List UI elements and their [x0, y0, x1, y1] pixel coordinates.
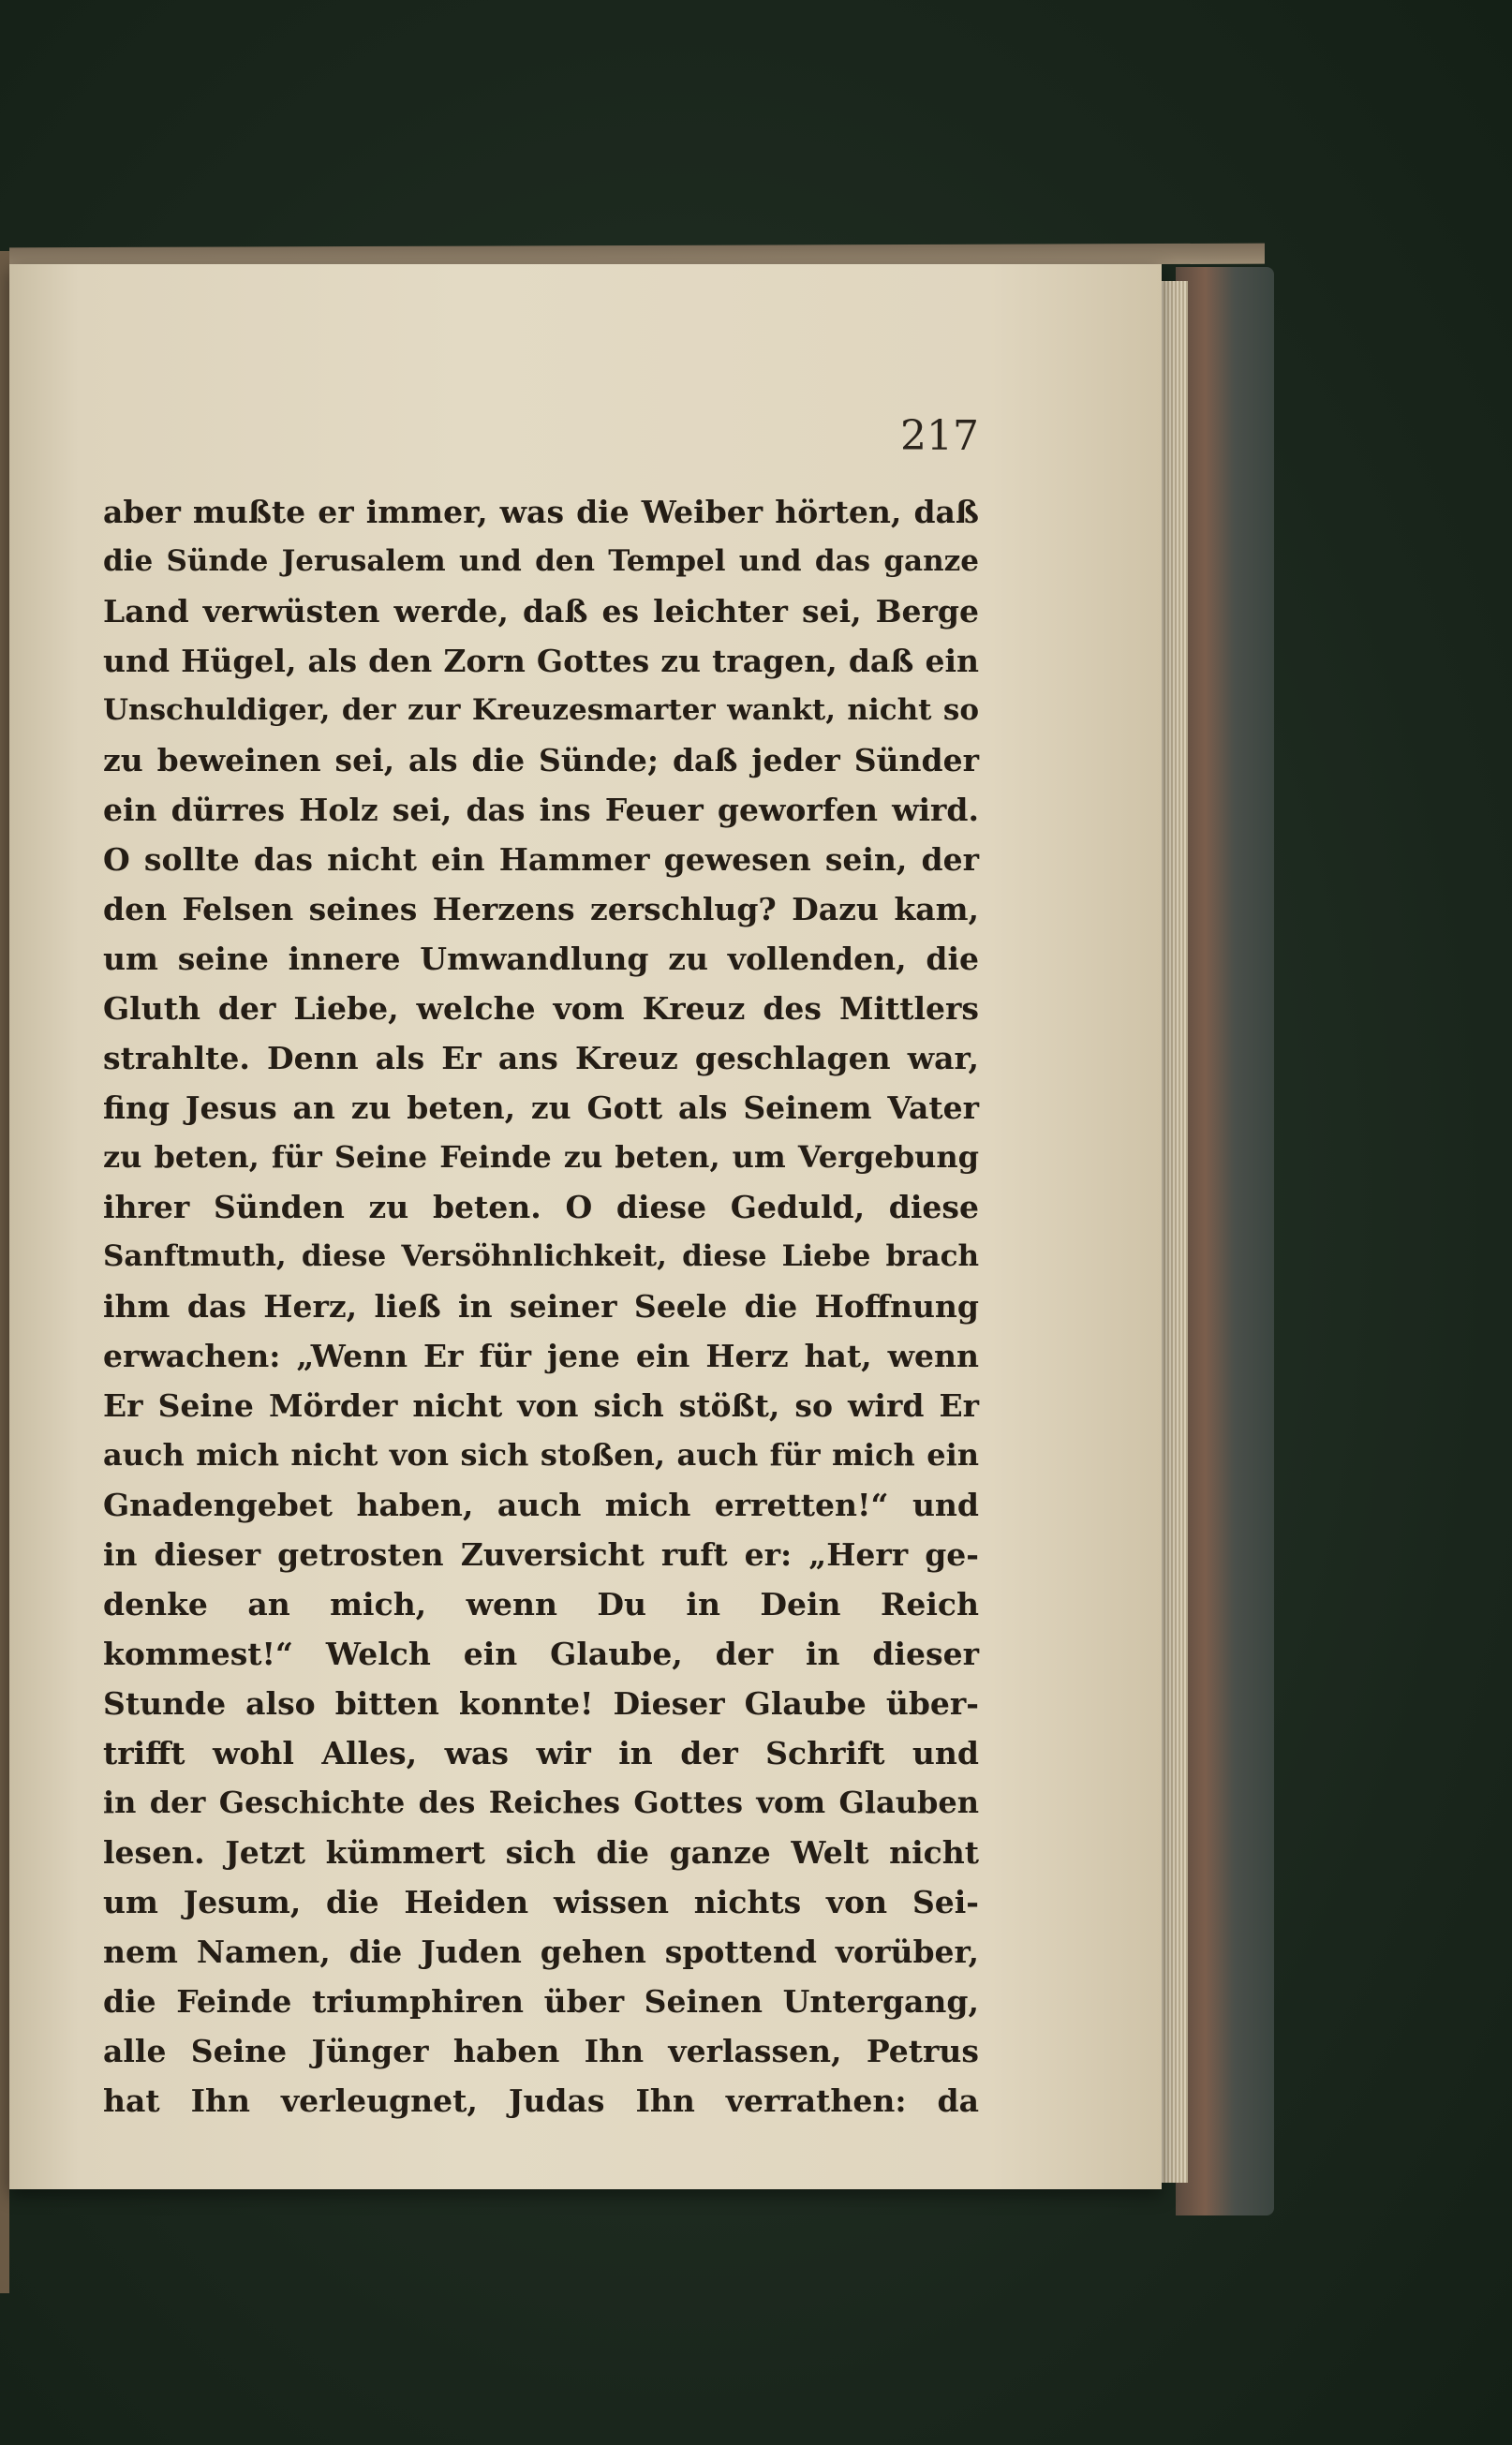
text-line: erwachen: „Wenn Er für jene ein Herz hat, wenn [103, 1338, 979, 1374]
text-line: ein dürres Holz sei, das ins Feuer geworfen wird. [103, 792, 979, 828]
text-line: zu beweinen sei, als die Sünde; daß jeder Sünder [103, 742, 979, 778]
text-line: den Felsen seines Herzens zerschlug? Dazu kam, [103, 891, 979, 927]
text-line: Gluth der Liebe, welche vom Kreuz des Mittlers [103, 990, 979, 1027]
book-cover-board [1176, 267, 1274, 2215]
text-line: alle Seine Jünger haben Ihn verlassen, Petrus [103, 2033, 979, 2069]
body-text [103, 487, 979, 2126]
text-line: denke an mich, wenn Du in Dein Reich [103, 1586, 979, 1623]
text-line: ihm das Herz, ließ in seiner Seele die Hoffnung [103, 1288, 979, 1325]
text-line: hat Ihn verleugnet, Judas Ihn verrathen: da [103, 2082, 979, 2119]
text-line: in der Geschichte des Reiches Gottes vom Glauben [103, 1785, 979, 1820]
text-line: fing Jesus an zu beten, zu Gott als Seinem Vater [103, 1089, 979, 1126]
text-line: in dieser getrosten Zuversicht ruft er: „Herr ge- [103, 1536, 979, 1573]
text-line: nem Namen, die Juden gehen spottend vorüber, [103, 1934, 979, 1970]
text-line: trifft wohl Alles, was wir in der Schrift und [103, 1735, 979, 1771]
page-number: 217 [900, 412, 979, 460]
text-line: aber mußte er immer, was die Weiber hörten, daß [103, 494, 979, 530]
text-line: und Hügel, als den Zorn Gottes zu tragen, daß ein [103, 643, 979, 679]
text-line: Land verwüsten werde, daß es leichter sei, Berge [103, 593, 979, 630]
text-line: Gnadengebet haben, auch mich erretten!“ und [103, 1487, 979, 1523]
book-spine-edge [0, 251, 9, 2293]
text-line: zu beten, für Seine Feinde zu beten, um Vergebung [103, 1139, 979, 1175]
text-line: lesen. Jetzt kümmert sich die ganze Welt nicht [103, 1834, 979, 1871]
text-line: strahlte. Denn als Er ans Kreuz geschlagen war, [103, 1040, 979, 1076]
text-line: um Jesum, die Heiden wissen nichts von Sei- [103, 1884, 979, 1920]
text-line: ihrer Sünden zu beten. O diese Geduld, diese [103, 1189, 979, 1225]
text-line: die Feinde triumphiren über Seinen Untergang, [103, 1983, 979, 2020]
text-line: Sanftmuth, diese Versöhnlichkeit, diese Liebe brach [103, 1239, 979, 1273]
text-line: auch mich nicht von sich stoßen, auch für mich ein [103, 1437, 979, 1473]
text-line: Unschuldiger, der zur Kreuzesmarter wankt, nicht so [103, 693, 979, 727]
text-line: Stunde also bitten konnte! Dieser Glaube über- [103, 1685, 979, 1722]
text-line: kommest!“ Welch ein Glaube, der in dieser [103, 1636, 979, 1672]
text-line: um seine innere Umwandlung zu vollenden, die [103, 941, 979, 977]
text-line: O sollte das nicht ein Hammer gewesen sein, der [103, 841, 979, 878]
text-line: Er Seine Mörder nicht von sich stößt, so wird Er [103, 1387, 979, 1424]
text-line: die Sünde Jerusalem und den Tempel und das ganze [103, 544, 979, 578]
